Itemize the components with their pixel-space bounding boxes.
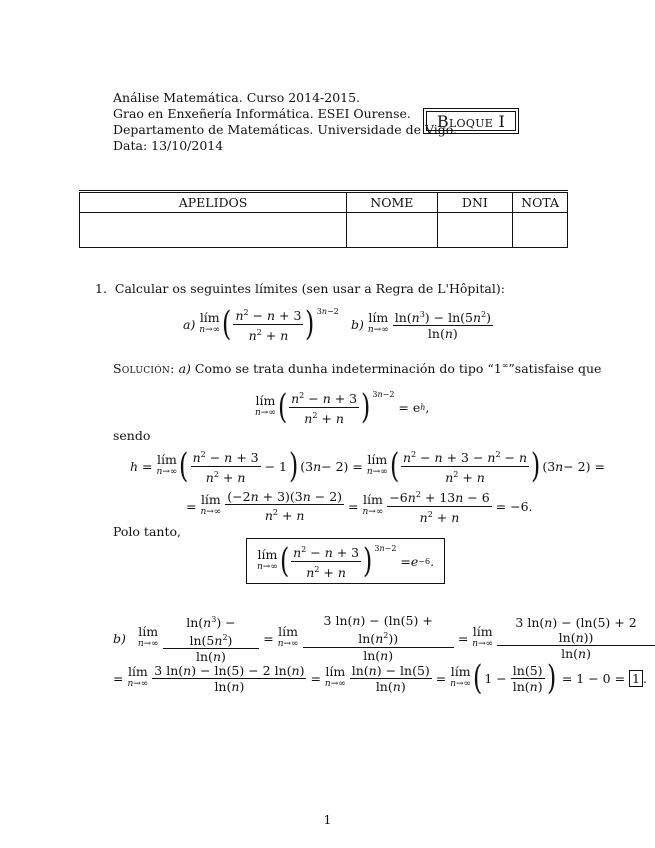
dni-cell	[437, 213, 513, 248]
page-number: 1	[323, 812, 332, 827]
part-a-label: a)	[183, 316, 196, 332]
result-a-box: lím n→∞ ( $\frac{n^2 - n + 3}{n^2 + n}$ ) 3n−2 = e −6 .	[246, 538, 445, 584]
problem-number: 1.	[95, 281, 107, 296]
header-line-2: Grao en Enxeñería Informática. ESEI Ourense.	[113, 106, 411, 121]
sendo-text: sendo	[113, 428, 151, 443]
problem-statement	[95, 281, 505, 297]
header-line-3: Departamento de Matemáticas. Universidade de Vigo.	[113, 122, 458, 137]
formula-b-line2: = lím n→∞ $\frac{3 \ln(n) - \ln(5) - 2 \ln(n)}{\ln(n)}$ = lím n→∞ $\frac{\ln(n) - \ln(5)}{\ln(n)}$ = lím n→∞ ( 1 − $\frac{\ln(5)}{\ln(n)}$ ) = 1 − 0 = 1 .	[113, 658, 647, 698]
formula-h-line2: = lím n→∞ $\frac{(-2n + 3)(3n - 2)}{n^2 + n}$ = lím n→∞ $\frac{-6n^2 + 13n - 6}{n^2 + n}$ = −6.	[186, 488, 533, 525]
student-info-table	[79, 190, 568, 248]
header-line-4: Data: 13/10/2014	[113, 138, 224, 153]
col-dni: DNI	[437, 192, 513, 213]
bloque-label: Bloque I	[426, 111, 516, 131]
solution-intro-text: Como se trata dunha indeterminación do tipo “1	[190, 361, 502, 377]
polo-tanto-text: Polo tanto,	[113, 524, 181, 539]
col-nota: NOTA	[513, 192, 568, 213]
part-b-label: b)	[351, 316, 364, 332]
solution-intro	[113, 358, 601, 377]
formula-b-line1: b) lím n→∞ $\frac{\ln(n^3) - \ln(5n^2)}{\ln(n)}$ = lím n→∞ $\frac{3 \ln(n) - (\ln(5) + \ln(n^2))}{\ln(n)}$ = lím n→∞ $\frac{3 \ln(n) - (\ln(5) + 2 \ln(n))}{\ln(n)}$	[113, 620, 655, 656]
solution-a-label: a)	[178, 361, 191, 377]
formula-h-line1: h = lím n→∞ ( $\frac{n^2 - n + 3}{n^2 + n}$ − 1 ) (3 n − 2) = lím n→∞ ( $\frac{n^2 - n + 3 - n^2 - n}{n^2 + n}$ ) (3 n − 2) =	[130, 446, 605, 486]
formula-b-statement: b) lím n→∞ $\frac{\ln(n^3) - \ln(5n^2)}{\ln(n)}$	[351, 309, 492, 342]
lim-operator: lím n→∞	[199, 310, 221, 335]
nota-cell	[513, 213, 568, 248]
formula-limit-eh: lím n→∞ ( $\frac{n^2 - n + 3}{n^2 + n}$ ) 3n−2 = e h ,	[255, 387, 430, 427]
bloque-box	[423, 108, 519, 134]
header-block	[113, 90, 457, 154]
col-nome: NOME	[347, 192, 438, 213]
solution-b-label: b)	[113, 630, 126, 646]
table-header-row	[80, 192, 568, 213]
formula-a-statement: a) lím n→∞ ( $\frac{n^2 - n + 3}{n^2 + n}$ ) 3n−2	[183, 304, 339, 344]
solution-label: Solución:	[113, 361, 175, 377]
apelidos-cell	[80, 213, 347, 248]
solution-intro-end: ”satisfaise que	[508, 361, 602, 377]
nome-cell	[347, 213, 438, 248]
col-apelidos: APELIDOS	[80, 192, 347, 213]
infinity-sup: ∞	[501, 361, 509, 370]
header-line-1: Análise Matemática. Curso 2014-2015.	[113, 90, 361, 105]
table-blank-row	[80, 213, 568, 248]
result-b-box: 1	[629, 670, 643, 687]
problem-text: Calcular os seguintes límites (sen usar a Regra de L'Hôpital):	[114, 281, 505, 296]
